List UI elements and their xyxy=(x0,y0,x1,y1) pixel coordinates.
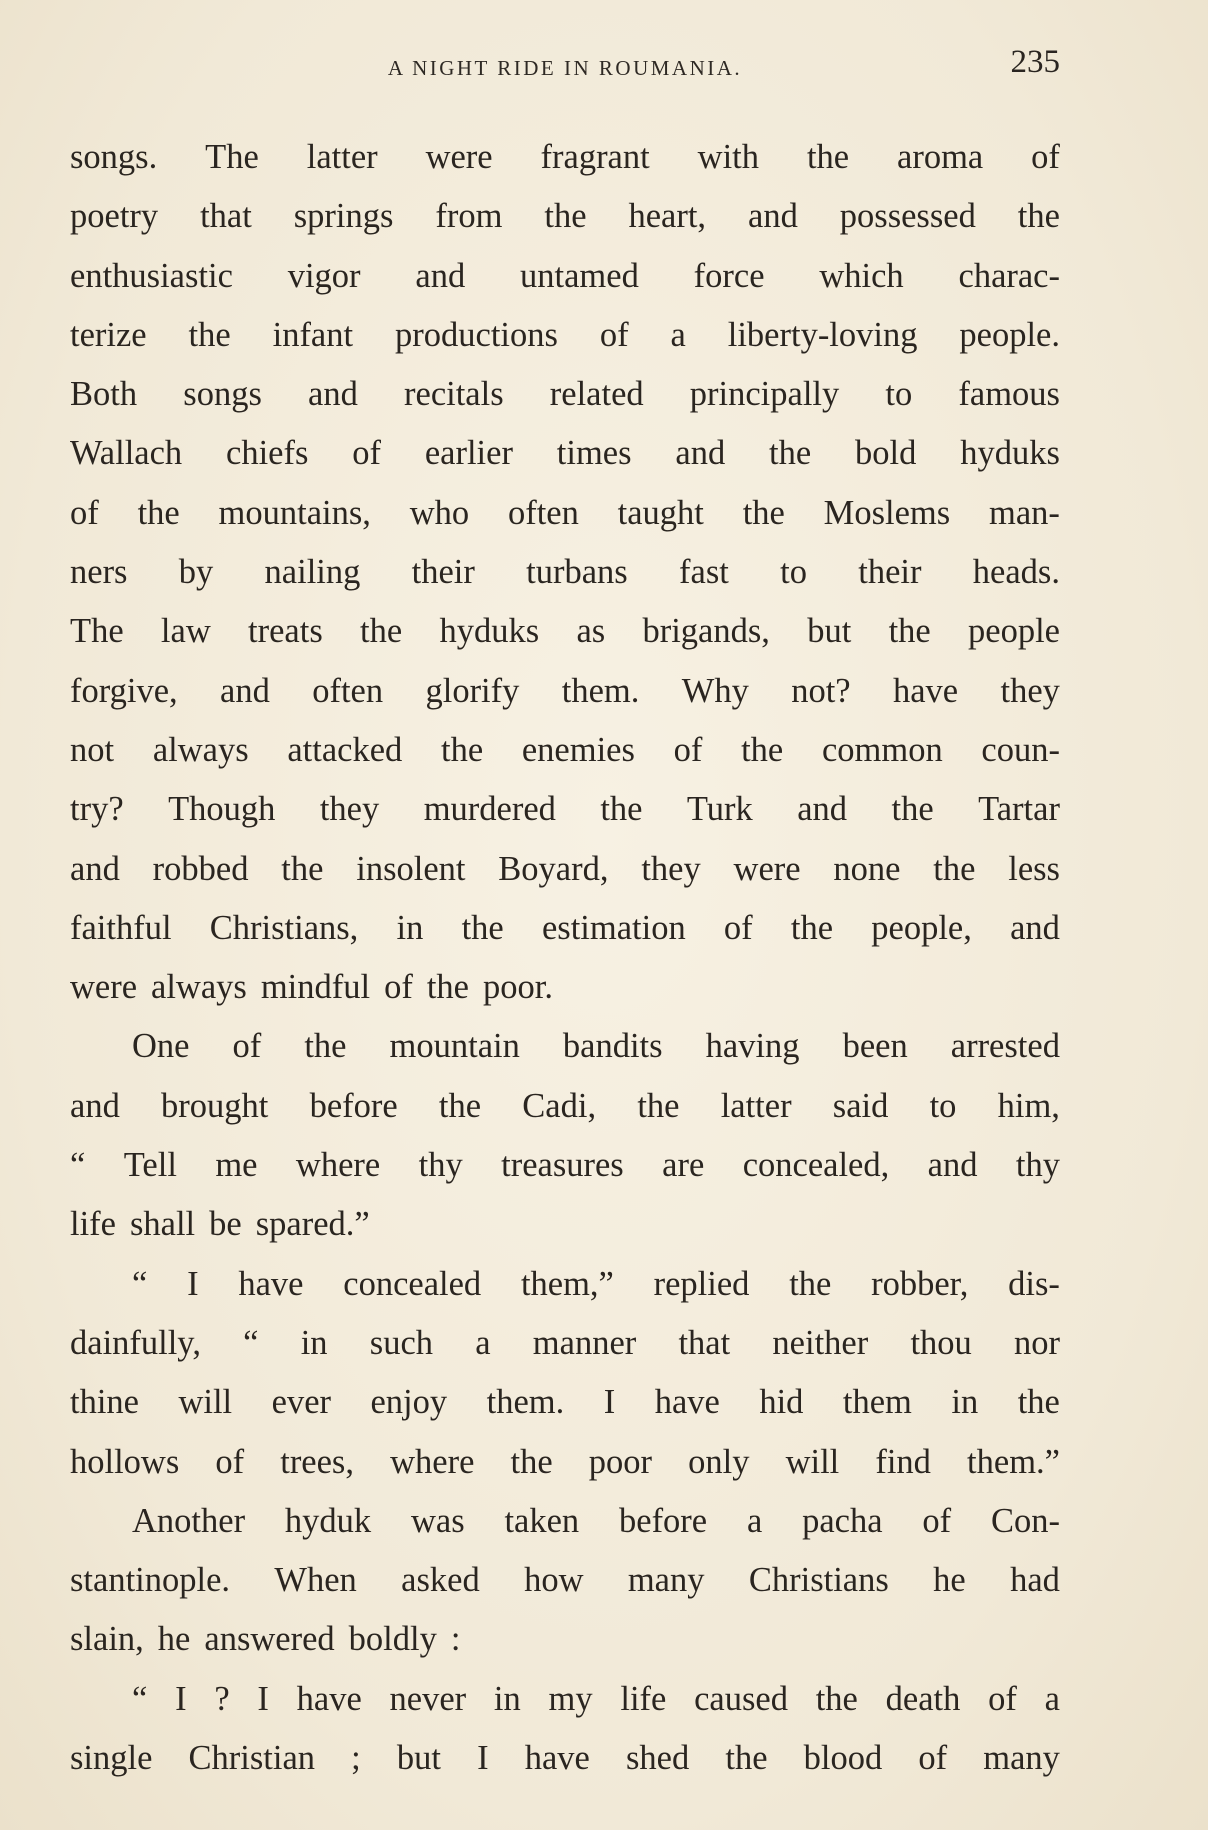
text-line: slain, he answered boldly : xyxy=(70,1620,461,1659)
text-line: of the mountains, who often taught the Moslems man- xyxy=(70,493,1060,532)
text-line: The law treats the hyduks as brigands, but the people xyxy=(70,612,1060,651)
text-line: poetry that springs from the heart, and possessed the xyxy=(70,197,1060,236)
text-line: dainfully, “ in such a manner that neither thou nor xyxy=(70,1323,1060,1362)
page-number: 235 xyxy=(1010,44,1060,80)
text-line: “ I have concealed them,” replied the robber, dis- xyxy=(132,1264,1060,1303)
text-line: not always attacked the enemies of the common coun- xyxy=(70,730,1060,769)
text-line: try? Though they murdered the Turk and the Tartar xyxy=(70,790,1060,829)
text-line: forgive, and often glorify them. Why not? have they xyxy=(70,671,1060,710)
text-line: “ Tell me where thy treasures are concealed, and thy xyxy=(70,1146,1060,1185)
text-line: ners by nailing their turbans fast to their heads. xyxy=(70,553,1060,592)
text-line: were always mindful of the poor. xyxy=(70,968,553,1007)
text-line: terize the infant productions of a liberty-loving people. xyxy=(70,315,1060,354)
text-line: thine will ever enjoy them. I have hid them in the xyxy=(70,1383,1060,1422)
text-line: and brought before the Cadi, the latter said to him, xyxy=(70,1086,1060,1125)
text-line: stantinople. When asked how many Christians he had xyxy=(70,1561,1060,1600)
text-line: enthusiastic vigor and untamed force which charac- xyxy=(70,256,1060,295)
text-line: Both songs and recitals related principally to famous xyxy=(70,375,1060,414)
running-title: A NIGHT RIDE IN ROUMANIA. xyxy=(387,56,743,80)
running-head xyxy=(70,44,1060,84)
text-line: “ I ? I have never in my life caused the death of a xyxy=(132,1679,1060,1718)
text-line: and robbed the insolent Boyard, they were none the less xyxy=(70,849,1060,888)
text-line: faithful Christians, in the estimation of the people, and xyxy=(70,908,1060,947)
text-line: One of the mountain bandits having been arrested xyxy=(132,1027,1060,1066)
text-line: songs. The latter were fragrant with the aroma of xyxy=(70,138,1060,176)
text-line: Wallach chiefs of earlier times and the bold hyduks xyxy=(70,434,1060,473)
text-line: Another hyduk was taken before a pacha of Con- xyxy=(132,1501,1060,1540)
text-line: single Christian ; but I have shed the blood of many xyxy=(70,1739,1060,1778)
text-line: life shall be spared.” xyxy=(70,1205,370,1244)
body-text xyxy=(70,128,1060,1788)
text-line: hollows of trees, where the poor only will find them.” xyxy=(70,1442,1060,1481)
